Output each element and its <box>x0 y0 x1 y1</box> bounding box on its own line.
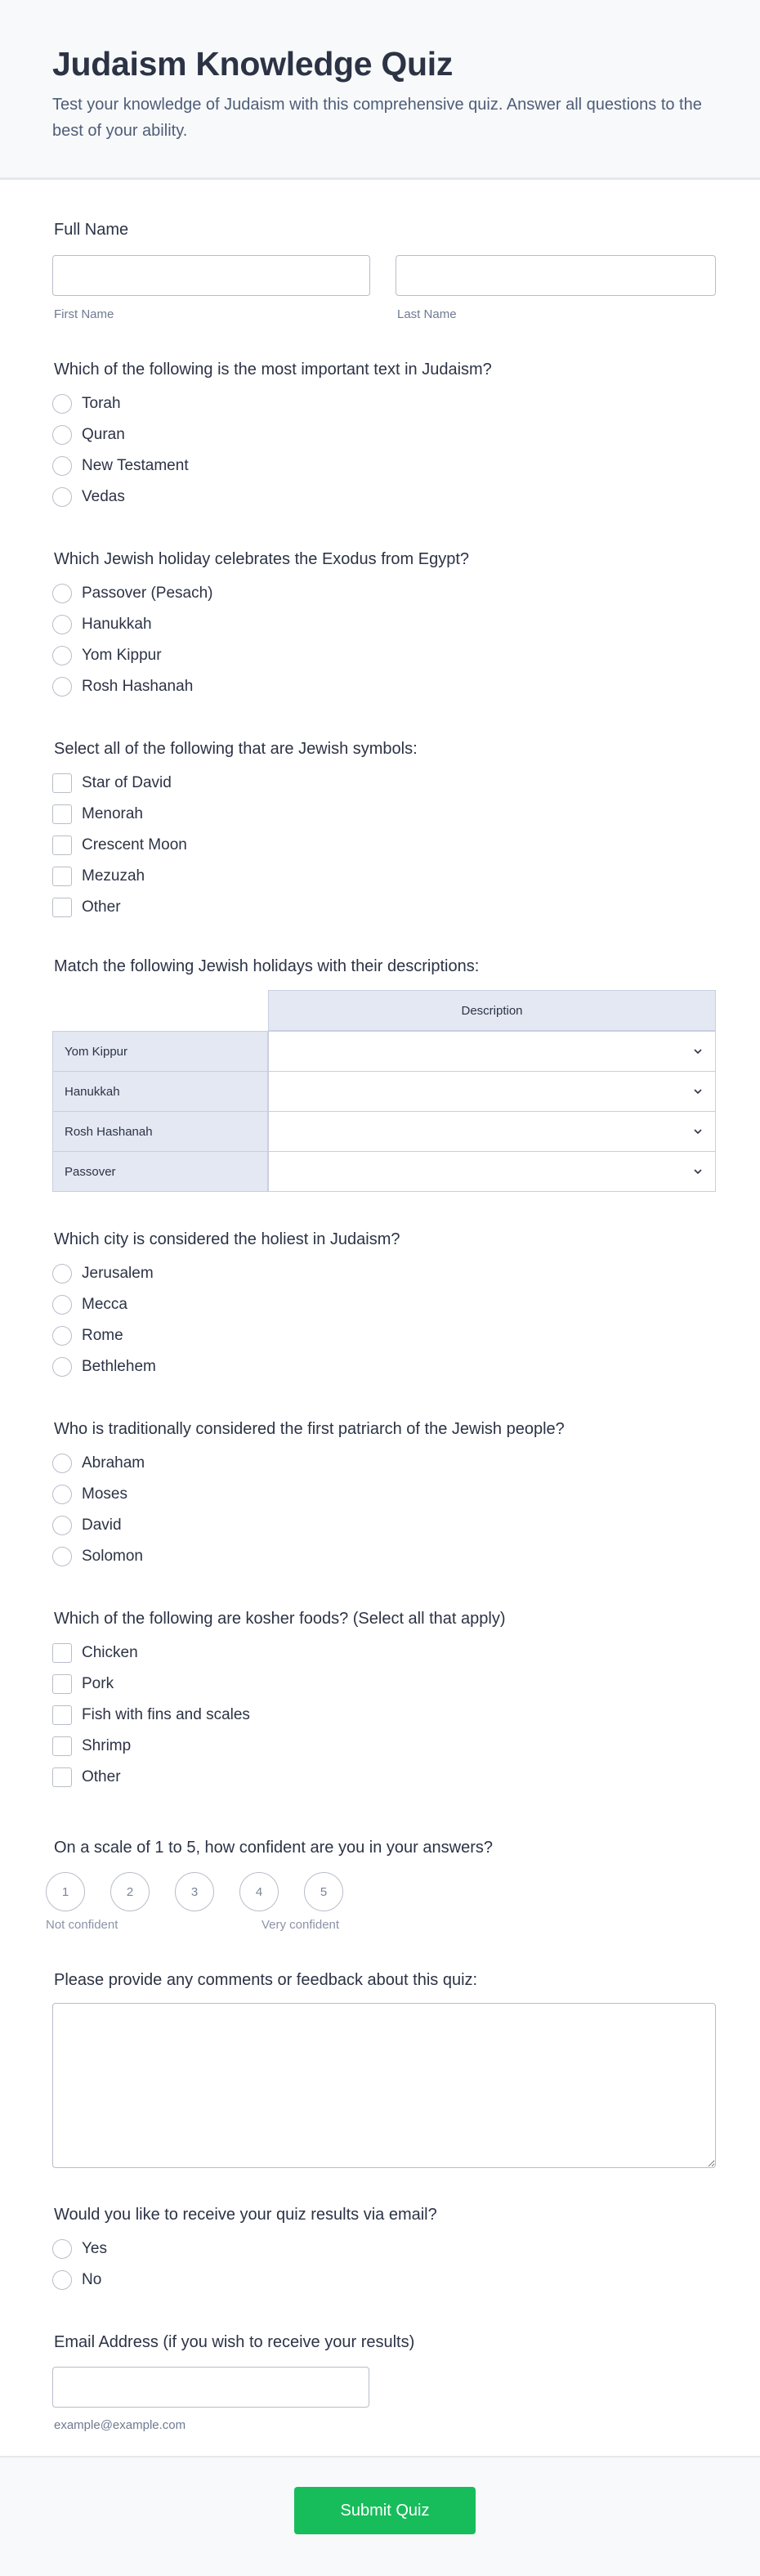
radio-button[interactable] <box>52 425 72 445</box>
matrix-row-label: Passover <box>52 1151 268 1192</box>
matching-matrix <box>52 990 716 1194</box>
radio-option[interactable] <box>52 2269 101 2291</box>
radio-button[interactable] <box>52 1516 72 1535</box>
checkbox-option[interactable] <box>52 866 145 887</box>
question-holiest-city <box>52 1229 716 1384</box>
radio-button[interactable] <box>52 1485 72 1504</box>
radio-option[interactable] <box>52 1263 154 1284</box>
option-label: Yom Kippur <box>82 647 162 664</box>
submit-button[interactable]: Submit Quiz <box>294 2487 476 2534</box>
option-label: Crescent Moon <box>82 836 187 853</box>
form-footer <box>0 2456 760 2576</box>
matrix-dropdown[interactable] <box>268 1151 716 1192</box>
scale-option-2[interactable]: 2 <box>110 1872 150 1911</box>
question-holiday-matching <box>52 956 716 1196</box>
checkbox[interactable] <box>52 1767 72 1787</box>
checkbox-option[interactable] <box>52 773 172 794</box>
matrix-dropdown[interactable] <box>268 1031 716 1072</box>
radio-button[interactable] <box>52 1547 72 1566</box>
question-label: Which city is considered the holiest in Judaism? <box>54 1230 400 1248</box>
form-header <box>0 0 760 180</box>
radio-option[interactable] <box>52 1356 156 1378</box>
scale-high-caption: Very confident <box>262 1918 340 1932</box>
radio-option[interactable] <box>52 676 193 697</box>
question-label: Match the following Jewish holidays with their descriptions: <box>54 957 480 975</box>
scale-low-caption: Not confident <box>46 1918 118 1932</box>
question-label: Select all of the following that are Jewish symbols: <box>54 740 418 758</box>
checkbox[interactable] <box>52 1674 72 1694</box>
option-label: Yes <box>82 2240 107 2257</box>
question-confidence-scale <box>46 1837 716 1932</box>
checkbox[interactable] <box>52 804 72 824</box>
option-label: David <box>82 1516 122 1534</box>
option-label: Abraham <box>82 1454 145 1472</box>
checkbox[interactable] <box>52 867 72 886</box>
radio-option[interactable] <box>52 1546 143 1567</box>
radio-button[interactable] <box>52 1264 72 1284</box>
option-label: Quran <box>82 426 125 443</box>
scale-option-3[interactable]: 3 <box>175 1872 214 1911</box>
option-label: No <box>82 2271 102 2288</box>
matrix-dropdown[interactable] <box>268 1071 716 1112</box>
chevron-down-icon <box>691 1084 705 1099</box>
radio-button[interactable] <box>52 2239 72 2259</box>
radio-option[interactable] <box>52 1294 127 1315</box>
checkbox-option[interactable] <box>52 897 121 918</box>
radio-button[interactable] <box>52 1357 72 1377</box>
chevron-down-icon <box>691 1124 705 1139</box>
chevron-down-icon <box>691 1044 705 1059</box>
option-label: Rosh Hashanah <box>82 678 194 695</box>
question-jewish-symbols <box>52 738 716 923</box>
matrix-row-label: Yom Kippur <box>52 1031 268 1072</box>
option-label: Bethlehem <box>82 1358 156 1375</box>
checkbox-option[interactable] <box>52 835 187 856</box>
option-label: Hanukkah <box>82 616 152 633</box>
first-name-sublabel: First Name <box>54 307 114 321</box>
checkbox[interactable] <box>52 898 72 917</box>
option-label: New Testament <box>82 457 189 474</box>
matrix-row-label: Hanukkah <box>52 1071 268 1112</box>
matrix-column-header: Description <box>268 990 716 1031</box>
option-label: Pork <box>82 1675 114 1692</box>
radio-button[interactable] <box>52 456 72 476</box>
comments-textarea[interactable] <box>52 2003 716 2168</box>
radio-option[interactable] <box>52 393 121 414</box>
radio-option[interactable] <box>52 455 189 477</box>
question-kosher-foods <box>52 1608 716 1793</box>
option-label: Vedas <box>82 488 125 505</box>
option-label: Torah <box>82 395 121 412</box>
matrix-row-label: Rosh Hashanah <box>52 1111 268 1152</box>
question-label: On a scale of 1 to 5, how confident are you in your answers? <box>54 1839 493 1857</box>
checkbox-option[interactable] <box>52 1767 121 1788</box>
question-label: Which of the following are kosher foods? (Select all that apply) <box>54 1610 506 1628</box>
question-label: Who is traditionally considered the first patriarch of the Jewish people? <box>54 1420 565 1438</box>
option-label: Shrimp <box>82 1737 132 1754</box>
option-label: Chicken <box>82 1644 138 1661</box>
form-description: Test your knowledge of Judaism with this comprehensive quiz. Answer all questions to the best of your ability. <box>52 96 702 140</box>
question-first-patriarch <box>52 1418 716 1574</box>
form-title: Judaism Knowledge Quiz <box>52 45 454 83</box>
radio-option[interactable] <box>52 1325 123 1346</box>
option-label: Mecca <box>82 1296 127 1313</box>
checkbox[interactable] <box>52 1736 72 1756</box>
question-label: Which Jewish holiday celebrates the Exodus from Egypt? <box>54 550 470 568</box>
radio-button[interactable] <box>52 487 72 507</box>
option-label: Star of David <box>82 774 172 791</box>
option-label: Rome <box>82 1327 123 1344</box>
checkbox-option[interactable] <box>52 1705 250 1726</box>
question-label: Which of the following is the most important text in Judaism? <box>54 361 492 379</box>
matrix-dropdown[interactable] <box>268 1111 716 1152</box>
question-important-text <box>52 359 716 514</box>
checkbox-option[interactable] <box>52 804 143 825</box>
checkbox-option[interactable] <box>52 1642 138 1664</box>
scale-option-1[interactable]: 1 <box>46 1872 85 1911</box>
checkbox-option[interactable] <box>52 1736 131 1757</box>
radio-button[interactable] <box>52 2270 72 2290</box>
scale-option-5[interactable]: 5 <box>304 1872 343 1911</box>
radio-button[interactable] <box>52 584 72 603</box>
radio-button[interactable] <box>52 646 72 665</box>
radio-button[interactable] <box>52 394 72 414</box>
email-label: Email Address (if you wish to receive your results) <box>54 2333 415 2351</box>
option-label: Jerusalem <box>82 1265 154 1282</box>
radio-button[interactable] <box>52 1295 72 1315</box>
radio-option[interactable] <box>52 645 162 666</box>
question-exodus-holiday <box>52 549 716 704</box>
radio-option[interactable] <box>52 614 152 635</box>
first-name-input[interactable] <box>52 255 370 296</box>
email-field <box>52 2332 716 2438</box>
option-label: Solomon <box>82 1548 143 1565</box>
option-label: Other <box>82 1768 121 1785</box>
checkbox-option[interactable] <box>52 1673 114 1695</box>
option-label: Passover (Pesach) <box>82 585 213 602</box>
checkbox[interactable] <box>52 836 72 855</box>
option-label: Moses <box>82 1485 127 1503</box>
radio-option[interactable] <box>52 1515 122 1536</box>
last-name-input[interactable] <box>396 255 716 296</box>
question-label: Please provide any comments or feedback about this quiz: <box>54 1971 478 1989</box>
question-email-results <box>52 2204 716 2294</box>
radio-option[interactable] <box>52 583 213 604</box>
option-label: Other <box>82 898 121 916</box>
radio-button[interactable] <box>52 677 72 697</box>
option-label: Fish with fins and scales <box>82 1706 250 1723</box>
option-label: Mezuzah <box>82 867 145 885</box>
radio-option[interactable] <box>52 1484 127 1505</box>
last-name-sublabel: Last Name <box>397 307 457 321</box>
checkbox[interactable] <box>52 1705 72 1725</box>
question-label: Would you like to receive your quiz results via email? <box>54 2206 437 2224</box>
checkbox[interactable] <box>52 1643 72 1663</box>
question-comments <box>52 1969 716 2174</box>
full-name-label: Full Name <box>54 221 129 239</box>
radio-button[interactable] <box>52 1454 72 1473</box>
scale-option-4[interactable]: 4 <box>239 1872 279 1911</box>
radio-option[interactable] <box>52 424 125 446</box>
email-sublabel: example@example.com <box>54 2418 186 2432</box>
radio-button[interactable] <box>52 615 72 634</box>
radio-button[interactable] <box>52 1326 72 1346</box>
radio-option[interactable] <box>52 2238 107 2260</box>
radio-option[interactable] <box>52 1453 145 1474</box>
chevron-down-icon <box>691 1164 705 1179</box>
option-label: Menorah <box>82 805 143 822</box>
radio-option[interactable] <box>52 486 125 508</box>
full-name-field <box>52 219 716 325</box>
email-input[interactable] <box>52 2367 369 2408</box>
checkbox[interactable] <box>52 773 72 793</box>
